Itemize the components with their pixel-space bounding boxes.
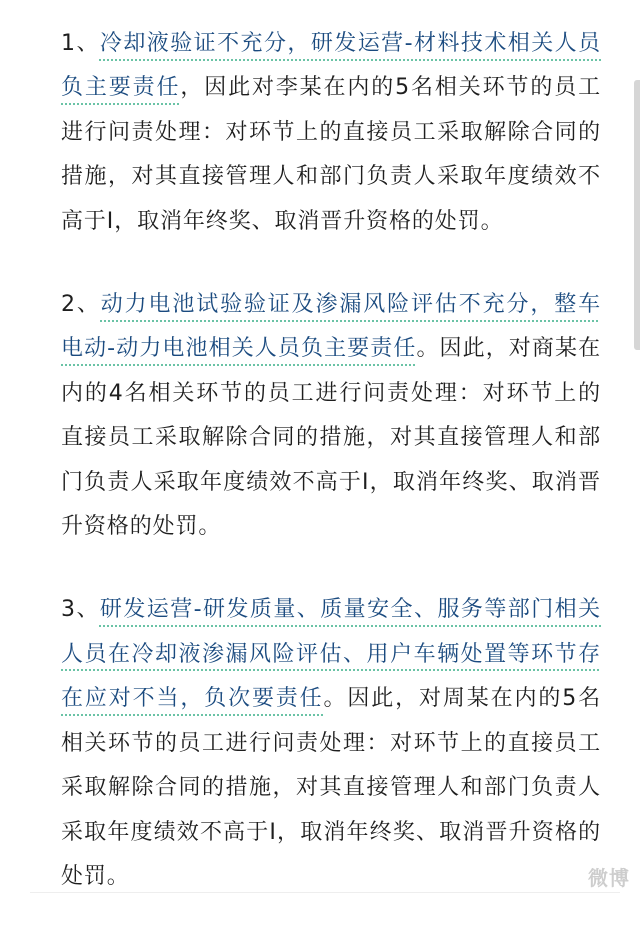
paragraph-text: 。因此，对商某在内的4名相关环节的员工进行问责处理：对环节上的直接员工采取解除合同的措施，对其直接管理人和部门负责人采取年度绩效不高于I，取消年终奖、取消晋升资格的处罚。 xyxy=(61,336,601,540)
paragraph-1 xyxy=(61,22,601,244)
paragraph-3 xyxy=(61,588,601,899)
highlighted-text: 冷却液验证不充分，研发运营-材料技术相关人员负主要责任 xyxy=(61,31,601,101)
paragraph-number: 2、 xyxy=(61,292,101,318)
paragraph-number: 3、 xyxy=(61,597,100,623)
scrollbar[interactable] xyxy=(634,80,640,350)
paragraph-number: 1、 xyxy=(61,31,100,56)
watermark: 微博 xyxy=(588,866,630,890)
paragraph-text: ，因此对李某在内的5名相关环节的员工进行问责处理：对环节上的直接员工采取解除合同的措施，对其直接管理人和部门负责人采取年度绩效不高于I，取消年终奖、取消晋升资格的处罚。 xyxy=(61,75,601,234)
divider xyxy=(30,892,620,893)
highlighted-text: 研发运营-研发质量、质量安全、服务等部门相关人员在冷却液渗漏风险评估、用户车辆处置等环节存在应对不当，负次要责任 xyxy=(61,597,601,712)
paragraph-2 xyxy=(61,283,601,549)
paragraph-text: 。因此，对周某在内的5名相关环节的员工进行问责处理：对环节上的直接员工采取解除合同的措施，对其直接管理人和部门负责人采取年度绩效不高于I，取消年终奖、取消晋升资格的处罚。 xyxy=(61,686,601,889)
highlighted-text: 动力电池试验验证及渗漏风险评估不充分，整车电动-动力电池相关人员负主要责任 xyxy=(61,292,601,362)
article-body xyxy=(61,22,601,938)
